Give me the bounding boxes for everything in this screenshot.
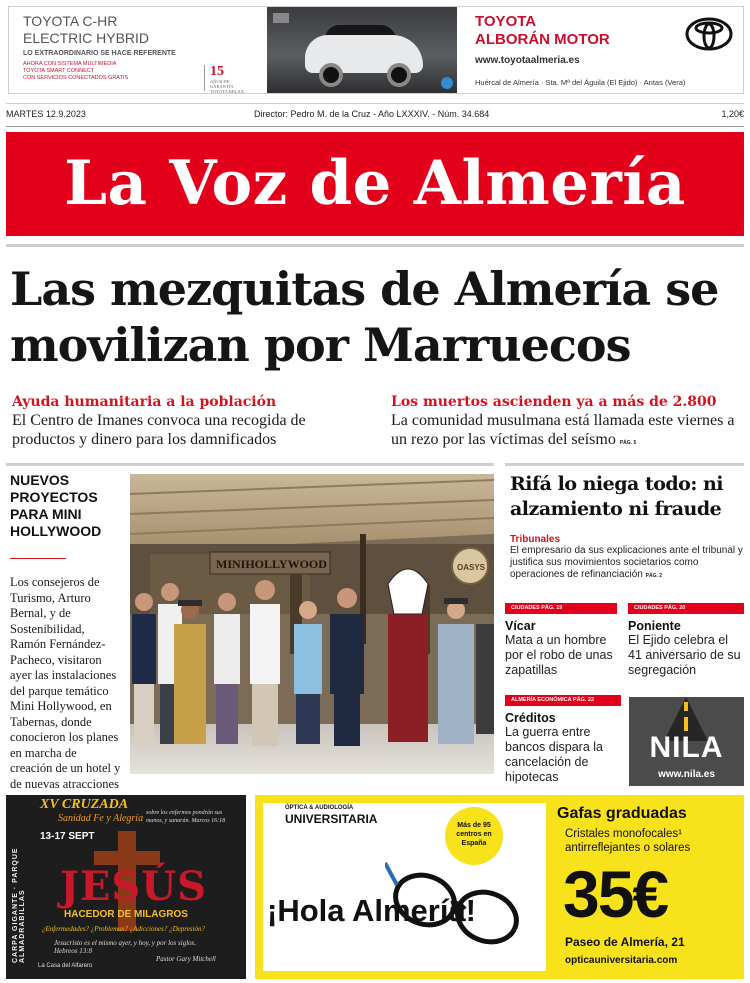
subsection-kicker: Ayuda humanitaria a la población	[12, 394, 277, 410]
lead-headline[interactable]: Las mezquitas de Almería se movilizan por Marruecos	[10, 262, 719, 372]
rifa-text: El empresario da sus explicaciones ante el tribunal y justifica sus movimientos societarios como operaciones de refinanciación	[510, 545, 743, 580]
brief-creditos[interactable]	[505, 695, 621, 785]
subsection-body: La comunidad musulmana está llamada este viernes a un rezo por las víctimas del seísmo	[391, 412, 735, 448]
minihollywood-text: Los consejeros de Turismo, Arturo Bernal, y de Sostenibilidad, Ramón Fernández-Pacheco, visitaron ayer las instalaciones del parque temático Mini Hollywood, en Tabernas, donde conocieron los planes en marcha de creación de un hotel y de nuevas atracciones	[10, 575, 121, 791]
car-wheel	[387, 63, 411, 87]
issue-info: Director: Pedro M. de la Cruz - Año LXXXIV. - Núm. 34.684	[254, 109, 490, 119]
event-questions: ¿Enfermedades? ¿Problemas? ¿Adicciones? ¿Depresión?	[42, 925, 205, 933]
warranty-years: 15	[210, 64, 224, 79]
brief-text: La guerra entre bancos dispara la cancelación de hipotecas	[505, 725, 603, 784]
event-motto: Sanidad Fe y Alegría	[58, 813, 144, 824]
ad-side-text: CARPA GIGANTE · PARQUE ALMADRABILLAS	[12, 847, 26, 963]
optica-cristales: Cristales monofocales¹ antirreflejantes o solares	[565, 828, 691, 854]
nila-url: www.nila.es	[658, 769, 715, 780]
masthead[interactable]: La Voz de Almería	[6, 132, 744, 236]
car-image	[267, 7, 457, 94]
centros-badge: Más de 95 centros en España	[445, 807, 503, 865]
brief-text: El Ejido celebra el 41 aniversario de su segregación	[628, 633, 741, 677]
ad-tagline: LO EXTRAORDINARIO SE HACE REFERENTE	[23, 50, 176, 57]
event-subtitle: HACEDOR DE MILAGROS	[64, 909, 188, 920]
rifa-kicker: Tribunales	[510, 534, 561, 545]
brief-poniente[interactable]	[628, 603, 744, 678]
minihollywood-story[interactable]	[10, 472, 122, 811]
brief-headline: Créditos	[505, 711, 556, 725]
hybrid-icon	[441, 77, 453, 89]
optica-ad[interactable]	[255, 795, 744, 979]
dealer-locations: Huércal de Almería · Sta. Mª del Águila (El Ejido) · Antas (Vera)	[475, 78, 686, 87]
ad-model: TOYOTA C-HR	[23, 13, 118, 29]
event-quote: Jesucristo es el mismo ayer, y hoy, y por los siglos. Hebreos 13:8	[54, 939, 197, 955]
section-divider	[6, 463, 494, 466]
lead-subsection	[12, 393, 362, 449]
accent-rule	[10, 558, 66, 559]
toyota-ad[interactable]	[8, 6, 744, 94]
lead-story[interactable]	[6, 244, 744, 452]
optica-url[interactable]: opticauniversitaria.com	[565, 955, 678, 966]
event-organizer: La Casa del Alfarero	[38, 963, 93, 969]
ad-bullet: CON SERVICIOS CONECTADOS GRATIS	[23, 75, 129, 81]
event-dates: 13-17 SEPT	[40, 831, 95, 842]
photo-sign: MINIHOLLYWOOD	[216, 557, 327, 571]
rifa-headline[interactable]: Rifá lo niega todo: ni alzamiento ni fraude	[510, 473, 724, 520]
page-ref: PÁG. 2	[645, 573, 663, 579]
brief-text: Mata a un hombre por el robo de unas zapatillas	[505, 633, 613, 677]
event-verse: sobre los enfermos pondrán sus manos, y sanarán. Marcos 16:18	[146, 810, 226, 824]
ad-bullets	[23, 61, 173, 82]
optica-hola: ¡Hola Almería!	[267, 893, 477, 928]
page-ref: PÁG. 5	[619, 440, 637, 446]
subsection-text	[391, 411, 741, 453]
ad-bullet: AHORA CON SISTEMA MULTIMEDIA	[23, 61, 117, 67]
subsection-kicker: Los muertos ascienden ya a más de 2.800	[391, 394, 717, 410]
brief-vicar[interactable]	[505, 603, 617, 678]
jesus-event-ad[interactable]	[6, 795, 246, 979]
ad-model-2: ELECTRIC HYBRID	[23, 30, 150, 46]
optica-brand: UNIVERSITARIA	[285, 812, 378, 826]
photo-badge: OASYS	[457, 563, 486, 572]
nila-ad[interactable]	[629, 697, 744, 786]
road-line	[684, 702, 688, 711]
car-wheel	[319, 63, 343, 87]
optica-brand-small: ÓPTICA & AUDIOLOGÍA	[285, 805, 354, 811]
issue-date: MARTES 12.9.2023	[6, 109, 86, 119]
dealer-brand: TOYOTA	[475, 13, 537, 30]
pastor-signature: Pastor Gary Mitchell	[156, 955, 216, 963]
brief-section-label: CIUDADES PÁG. 20	[628, 603, 744, 614]
section-divider	[505, 463, 744, 466]
event-edition: XV CRUZADA	[40, 797, 129, 812]
brief-headline: Poniente	[628, 619, 681, 633]
issue-price: 1,20€	[721, 109, 744, 119]
minihollywood-photo[interactable]	[130, 474, 494, 774]
dealer-website[interactable]: www.toyotaalmeria.es	[475, 55, 580, 66]
optica-price: 35€	[563, 857, 668, 931]
brief-section-label: CIUDADES PÁG. 19	[505, 603, 617, 614]
warranty-text: AÑOS DE GARANTÍA TOYOTA RELAX	[210, 79, 244, 94]
ad-bullet: TOYOTA SMART CONNECT	[23, 68, 95, 74]
warranty-badge	[204, 64, 252, 94]
dealer-name: ALBORÁN MOTOR	[475, 31, 610, 48]
brief-headline: Vícar	[505, 619, 536, 633]
minihollywood-body	[10, 575, 122, 811]
photo-illustration	[130, 474, 494, 774]
optica-address: Paseo de Almería, 21	[565, 935, 685, 949]
nila-logo: NILA	[649, 731, 724, 764]
rifa-text-wrap	[510, 545, 744, 582]
rifa-story[interactable]	[510, 472, 744, 582]
optica-gafas: Gafas graduadas	[557, 805, 687, 822]
hybrid-label-graphic	[273, 13, 289, 23]
brief-section-label: ALMERÍA ECONÓMICA PÁG. 22	[505, 695, 621, 706]
road-line	[684, 717, 688, 731]
event-title: JESÚS	[60, 863, 208, 910]
lead-subsection	[391, 393, 741, 453]
dateline	[6, 103, 744, 127]
toyota-logo-icon	[685, 17, 733, 51]
minihollywood-headline[interactable]: NUEVOS PROYECTOS PARA MINI HOLLYWOOD	[10, 472, 102, 539]
subsection-text: El Centro de Imanes convoca una recogida de productos y dinero para los damnificados	[12, 412, 306, 448]
